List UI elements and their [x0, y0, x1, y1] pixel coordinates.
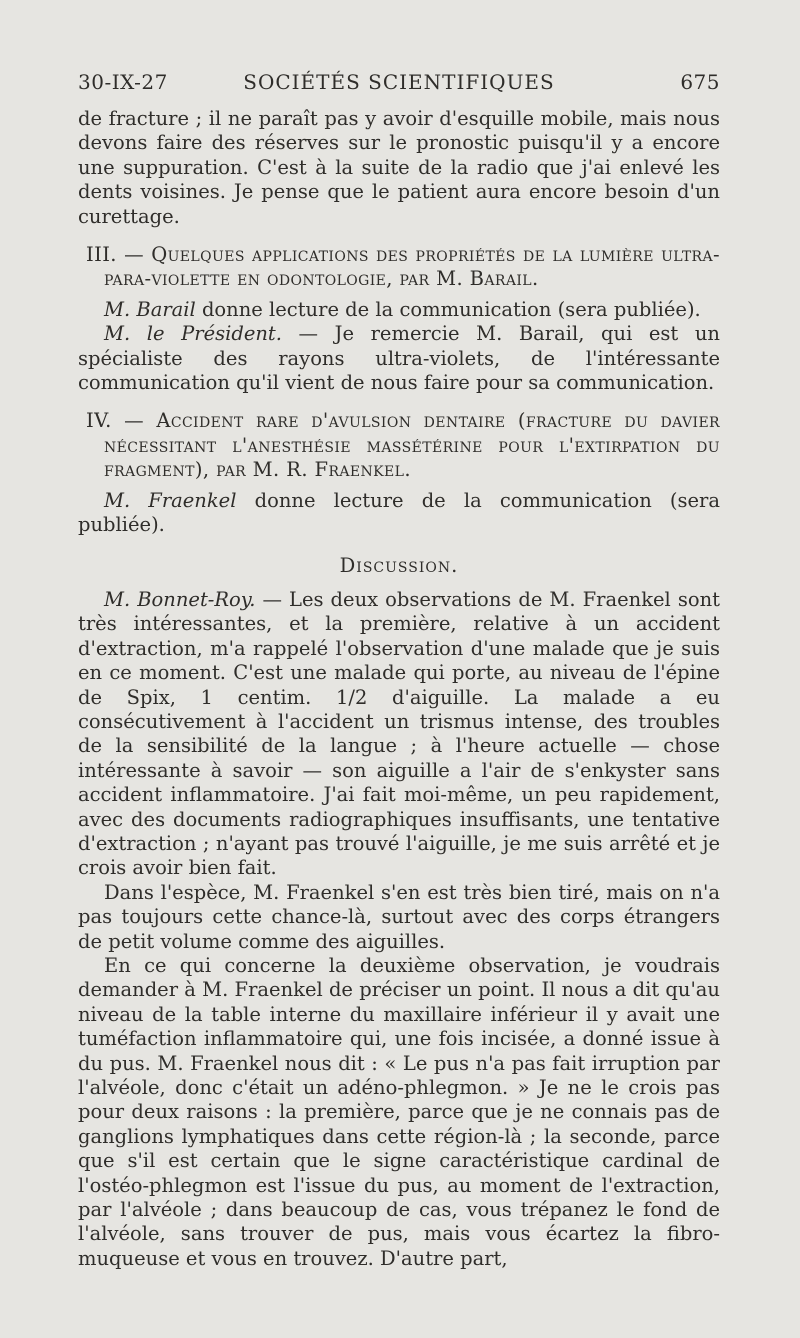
- discussion-paragraph-1: M. Bonnet-Roy. — Les deux observations de M. Fraenkel sont très intéressantes, et la première, relative à un accident d'extraction, m'a rappelé l'observation d'une malade que je suis en ce moment. C'est une malade qui porte, au niveau de l'épine de Spix, 1 centim. 1/2 d'aiguille. La malade a eu consécutivement à l'accident un trismus intense, des troubles de la sensibilité de la langue ; à l'heure actuelle — chose intéressante à savoir — son aiguille a l'air de s'enkyster sans accident inflammatoire. J'ai fait moi-même, un peu rapidement, avec des documents radiographiques insuffisants, une tentative d'extraction ; n'ayant pas trouvé l'aiguille, je me suis arrêté et je crois avoir bien fait.: [78, 587, 720, 880]
- page-body: [78, 107, 720, 1271]
- section-3-paragraph-2: M. le Président. — Je remercie M. Barail, qui est un spécialiste des rayons ultra-violets, de l'intéressante communication qu'il vient de nous faire pour sa communication.: [78, 322, 720, 395]
- page-number: 675: [680, 70, 720, 94]
- running-head: [78, 70, 720, 98]
- header-date: 30-IX-27: [78, 70, 168, 94]
- header-section-title: SOCIÉTÉS SCIENTIFIQUES: [243, 70, 555, 94]
- discussion-paragraph-3: En ce qui concerne la deuxième observation, je voudrais demander à M. Fraenkel de préciser un point. Il nous a dit qu'au niveau de la table interne du maxillaire inférieur il y avait une tuméfaction inflammatoire qui, une fois incisée, a donné issue à du pus. M. Fraenkel nous dit : « Le pus n'a pas fait irruption par l'alvéole, donc c'était un adéno-phlegmon. » Je ne le crois pas pour deux raisons : la première, parce que je ne connais pas de ganglions lymphatiques dans cette région-là ; la seconde, parce que s'il est certain que le signe caractéristique cardinal de l'ostéo-phlegmon est l'issue du pus, au moment de l'extraction, par l'alvéole ; dans beaucoup de cas, vous trépanez le fond de l'alvéole, sans trouver de pus, mais vous écartez la fibro-muqueuse et vous en trouvez. D'autre part,: [78, 954, 720, 1270]
- speaker-name: M. Bonnet-Roy.: [104, 587, 256, 611]
- section-4-paragraph-1: M. Fraenkel donne lecture de la communication (sera publiée).: [78, 488, 720, 537]
- speaker-name: M. Fraenkel: [104, 488, 237, 512]
- speaker-name: M. Barail: [104, 297, 196, 321]
- paragraph-continuation: de fracture ; il ne paraît pas y avoir d'esquille mobile, mais nous devons faire des réserves sur le pronostic puisqu'il y a encore une suppuration. C'est à la suite de la radio que j'ai enlevé les dents voisines. Je pense que le patient aura encore besoin d'un curettage.: [78, 107, 720, 228]
- section-4-title: IV. — Accident rare d'avulsion dentaire (fracture du davier nécessitant l'anesthésie massétérine pour l'extirpation du fragment), par M. R. Fraenkel.: [86, 409, 720, 482]
- discussion-paragraph-2: Dans l'espèce, M. Fraenkel s'en est très bien tiré, mais on n'a pas toujours cette chance-là, surtout avec des corps étrangers de petit volume comme des aiguilles.: [78, 880, 720, 953]
- section-3-paragraph-1: M. Barail donne lecture de la communication (sera publiée).: [104, 297, 701, 321]
- section-3-title: III. — Quelques applications des propriétés de la lumière ultra-para-violette en odontologie, par M. Barail.: [86, 243, 720, 291]
- discussion-heading: Discussion.: [339, 553, 459, 577]
- speaker-name: M. le Président.: [104, 322, 282, 346]
